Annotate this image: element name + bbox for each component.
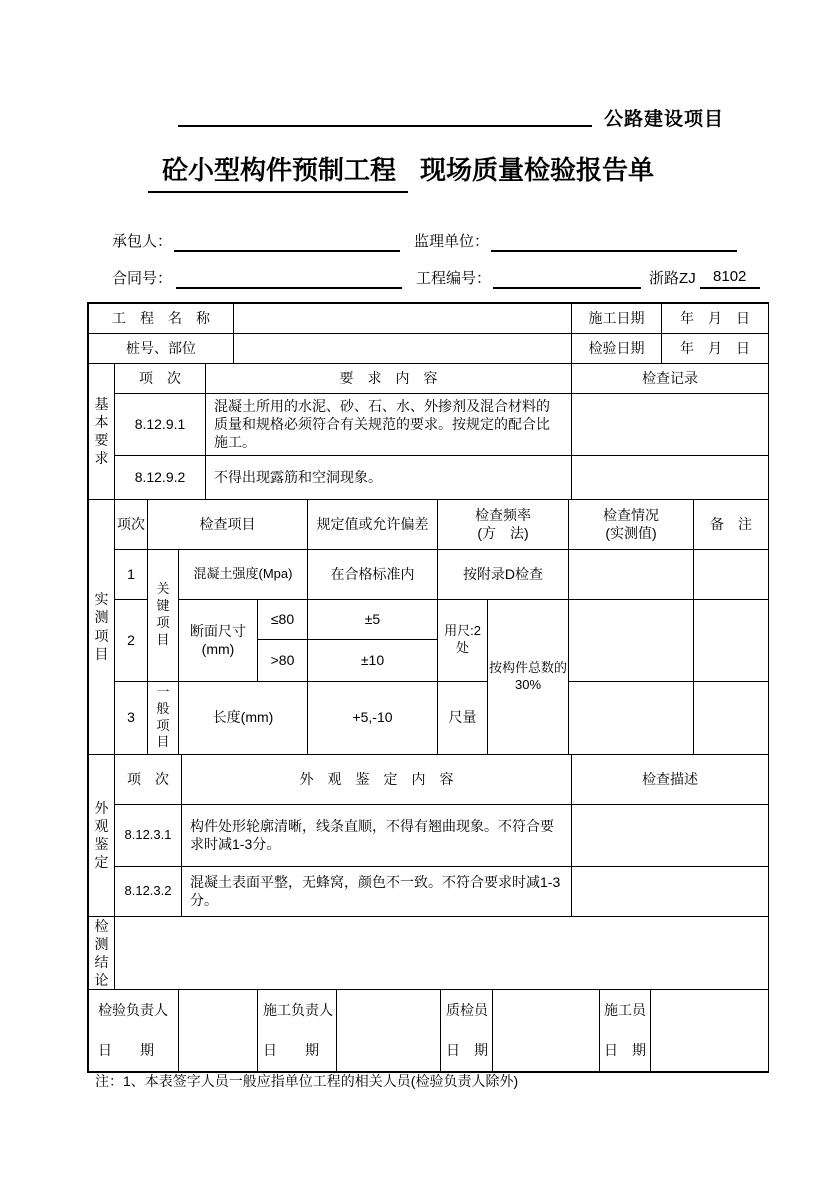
section-conclusion <box>88 916 769 991</box>
measured-col-frequency-line1: 检查频率 <box>475 506 531 523</box>
measured-col-result <box>569 499 694 549</box>
header-blank-underline[interactable] <box>178 110 592 127</box>
quality-inspector-label: 质检员 <box>446 1001 488 1018</box>
measured-row-2b-tolerance: ±10 <box>308 639 438 681</box>
quality-inspector-cell <box>441 990 493 1072</box>
basic-row-2-no: 8.12.9.2 <box>115 455 206 499</box>
basic-header-row <box>89 364 769 394</box>
measured-row-2a-condition: ≤80 <box>258 599 308 639</box>
supervisor-label: 监理单位： <box>414 233 490 250</box>
appearance-section-label-text: 外观鉴定 <box>94 799 109 871</box>
appearance-row-2-desc-field[interactable] <box>572 866 769 916</box>
measured-row-2b-condition: >80 <box>258 639 308 681</box>
measured-row-1-result-field[interactable] <box>569 549 694 599</box>
measured-section-label <box>89 499 115 754</box>
contractor-field[interactable] <box>174 232 400 252</box>
measured-row-1-item: 混凝土强度(Mpa) <box>179 549 308 599</box>
measured-row-3-frequency: 尺量 <box>438 681 488 754</box>
appearance-row-1-desc-field[interactable] <box>572 804 769 866</box>
appearance-row-1-content: 构件处形轮廓清晰，线条直顺，不得有翘曲现象。不符合要求时减1-3分。 <box>182 804 572 866</box>
measured-row-3-result-field[interactable] <box>569 681 694 754</box>
measured-col-item: 检查项目 <box>148 499 308 549</box>
section-appearance <box>88 754 769 917</box>
conclusion-row <box>89 916 769 990</box>
inspection-leader-sign-field[interactable] <box>179 990 258 1072</box>
basic-col-record: 检查记录 <box>572 364 769 394</box>
basic-col-item: 项 次 <box>115 364 206 394</box>
basic-row-1-content: 混凝土所用的水泥、砂、石、水、外掺剂及混合材料的质量和规格必须符合有关规范的要求。按规定的配合比施工。 <box>206 394 572 456</box>
measured-row-1-frequency: 按附录D检查 <box>438 549 569 599</box>
inspection-leader-date-label: 日 期 <box>98 1041 154 1058</box>
inspection-leader-cell <box>89 990 179 1072</box>
construction-leader-date-label: 日 期 <box>263 1041 319 1058</box>
measured-col-result-line1: 检查情况 <box>603 506 659 523</box>
measured-col-frequency <box>438 499 569 549</box>
station-part-label: 桩号、部位 <box>89 334 234 364</box>
measured-row-1-no: 1 <box>115 549 148 599</box>
basic-row-2 <box>89 455 769 499</box>
measured-header-row <box>89 499 769 549</box>
project-no-value: 8102 <box>700 267 760 289</box>
quality-inspector-date-label: 日 期 <box>446 1041 488 1058</box>
construction-date-label: 施工日期 <box>572 304 662 334</box>
appearance-row-1-no: 8.12.3.1 <box>115 804 182 866</box>
title-report-name: 现场质量检验报告单 <box>420 155 655 185</box>
basic-row-2-record-field[interactable] <box>572 455 769 499</box>
inspection-date-value[interactable]: 年 月 日 <box>662 334 769 364</box>
project-no-label: 工程编号： <box>416 270 492 287</box>
project-name-label: 工 程 名 称 <box>89 304 234 334</box>
appearance-col-content: 外 观 鉴 定 内 容 <box>182 754 572 804</box>
measured-row-2a <box>89 599 769 639</box>
conclusion-field[interactable] <box>115 916 769 990</box>
basic-row-2-content: 不得出现露筋和空洞现象。 <box>206 455 572 499</box>
project-no-field[interactable] <box>493 269 641 289</box>
basic-row-1-no: 8.12.9.1 <box>115 394 206 456</box>
contract-no-field[interactable] <box>176 269 402 289</box>
conclusion-section-label-text: 检测结论 <box>94 917 109 989</box>
key-items-group-label-text: 关键项目 <box>156 581 170 647</box>
measured-col-frequency-line2: (方 法) <box>477 525 529 542</box>
measured-col-no: 项次 <box>115 499 148 549</box>
measured-row-2-remark-field[interactable] <box>694 599 769 681</box>
measured-row-3-no: 3 <box>115 681 148 754</box>
section-general <box>88 303 769 364</box>
measured-col-remark: 备 注 <box>694 499 769 549</box>
page-title <box>148 150 838 193</box>
measured-row-3-remark-field[interactable] <box>694 681 769 754</box>
appearance-row-2 <box>89 866 769 916</box>
measured-row-2-frequency: 用尺:2处 <box>438 599 488 681</box>
construction-worker-date-label: 日 期 <box>604 1041 646 1058</box>
construction-worker-sign-field[interactable] <box>651 990 769 1072</box>
supervisor-field[interactable] <box>491 232 737 252</box>
footer-note: 注：1、本表签字人员一般应指单位工程的相关人员(检验负责人除外) <box>95 1073 519 1089</box>
main-table <box>87 302 769 1073</box>
project-name-field[interactable] <box>234 304 572 334</box>
appearance-header-row <box>89 754 769 804</box>
general-items-group-label <box>148 681 179 754</box>
appearance-row-1 <box>89 804 769 866</box>
quality-inspector-sign-field[interactable] <box>493 990 600 1072</box>
construction-leader-sign-field[interactable] <box>337 990 441 1072</box>
measured-row-2-result-field[interactable] <box>569 599 694 681</box>
measured-section-label-text: 实测项目 <box>94 591 109 662</box>
info-row-contractor <box>112 232 737 252</box>
row-station-part <box>89 334 769 364</box>
measured-row-3 <box>89 681 769 754</box>
basic-section-label <box>89 364 115 500</box>
construction-leader-label: 施工负责人 <box>263 1001 333 1018</box>
appearance-section-label <box>89 754 115 916</box>
construction-worker-cell <box>600 990 651 1072</box>
key-items-group-label <box>148 549 179 681</box>
measured-row-2a-tolerance: ±5 <box>308 599 438 639</box>
construction-leader-cell <box>258 990 337 1072</box>
inspection-date-label: 检验日期 <box>572 334 662 364</box>
measured-col-tolerance: 规定值或允许偏差 <box>308 499 438 549</box>
info-row-contract <box>112 267 760 289</box>
basic-row-1 <box>89 394 769 456</box>
measured-row-2-no: 2 <box>115 599 148 681</box>
section-signatures <box>88 989 769 1072</box>
general-items-group-label-text: 一般项目 <box>156 683 170 750</box>
contract-no-label: 合同号： <box>112 270 173 287</box>
measured-row-1-tolerance: 在合格标准内 <box>308 549 438 599</box>
appearance-row-2-no: 8.12.3.2 <box>115 866 182 916</box>
basic-row-1-record-field[interactable] <box>572 394 769 456</box>
measured-col-result-line2: (实测值) <box>605 525 657 542</box>
measured-row-3-item: 长度(mm) <box>179 681 308 754</box>
basic-col-content: 要 求 内 容 <box>206 364 572 394</box>
inspection-leader-label: 检验负责人 <box>98 1001 168 1018</box>
measured-row-2-item: 断面尺寸(mm) <box>179 599 258 681</box>
section-measured-items <box>88 499 769 755</box>
station-part-field[interactable] <box>234 334 572 364</box>
appearance-col-item: 项 次 <box>115 754 182 804</box>
construction-worker-label: 施工员 <box>604 1001 646 1018</box>
construction-date-value[interactable]: 年 月 日 <box>662 304 769 334</box>
appearance-col-desc: 检查描述 <box>572 754 769 804</box>
measured-shared-frequency: 按构件总数的30% <box>488 599 569 754</box>
row-project-name <box>89 304 769 334</box>
basic-section-label-text: 基本要求 <box>94 395 109 467</box>
conclusion-section-label <box>89 916 115 990</box>
measured-row-1-remark-field[interactable] <box>694 549 769 599</box>
signature-row <box>89 990 769 1072</box>
project-no-prefix: 浙路ZJ <box>649 270 696 287</box>
project-type-label: 公路建设项目 <box>604 109 725 130</box>
measured-row-3-tolerance: +5,-10 <box>308 681 438 754</box>
title-project-name: 砼小型构件预制工程 <box>148 150 408 193</box>
section-basic-requirements <box>88 363 769 500</box>
appearance-row-2-content: 混凝土表面平整，无蜂窝，颜色不一致。不符合要求时减1-3分。 <box>182 866 572 916</box>
measured-row-1 <box>89 549 769 599</box>
contractor-label: 承包人： <box>112 233 173 250</box>
